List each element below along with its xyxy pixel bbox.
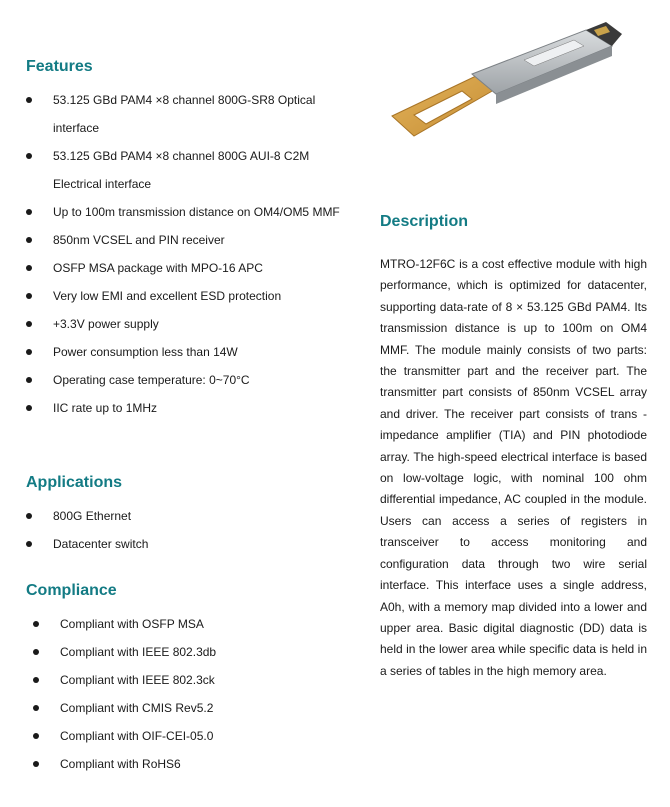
bullet-icon [26, 377, 32, 383]
bullet-icon [26, 293, 32, 299]
applications-heading: Applications [26, 474, 123, 491]
list-item-text: IIC rate up to 1MHz [53, 401, 158, 415]
list-item [26, 86, 346, 142]
features-list [26, 86, 346, 422]
list-item-text: Operating case temperature: 0~70°C [53, 373, 250, 387]
product-image [384, 18, 624, 148]
list-item [26, 310, 346, 338]
bullet-icon [26, 209, 32, 215]
bullet-icon [26, 321, 32, 327]
list-item [26, 198, 346, 226]
features-heading: Features [26, 58, 93, 75]
list-item [26, 530, 326, 558]
bullet-icon [33, 733, 39, 739]
bullet-icon [26, 265, 32, 271]
list-item-text: Compliant with CMIS Rev5.2 [60, 701, 214, 715]
list-item-text: Compliant with IEEE 802.3db [60, 645, 217, 659]
list-item-text: Compliant with RoHS6 [60, 757, 181, 771]
list-item-text: +3.3V power supply [53, 317, 159, 331]
list-item-text: Datacenter switch [53, 537, 149, 551]
compliance-heading: Compliance [26, 582, 117, 599]
compliance-list [33, 610, 333, 778]
list-item [26, 254, 346, 282]
applications-list [26, 502, 326, 558]
list-item [26, 338, 346, 366]
bullet-icon [33, 649, 39, 655]
bullet-icon [26, 541, 32, 547]
list-item-text: 800G Ethernet [53, 509, 132, 523]
list-item-text: Very low EMI and excellent ESD protection [53, 289, 282, 303]
list-item-text: Up to 100m transmission distance on OM4/OM5 MMF [53, 205, 340, 219]
list-item [26, 394, 346, 422]
bullet-icon [26, 97, 32, 103]
list-item-text: 53.125 GBd PAM4 ×8 channel 800G AUI-8 C2M Electrical interface [53, 149, 310, 191]
bullet-icon [26, 237, 32, 243]
list-item [26, 226, 346, 254]
list-item [33, 638, 333, 666]
list-item [26, 282, 346, 310]
bullet-icon [33, 761, 39, 767]
list-item [33, 722, 333, 750]
list-item-text: 53.125 GBd PAM4 ×8 channel 800G-SR8 Optical interface [53, 93, 316, 135]
list-item-text: Compliant with OSFP MSA [60, 617, 204, 631]
list-item-text: OSFP MSA package with MPO-16 APC [53, 261, 263, 275]
bullet-icon [26, 513, 32, 519]
list-item [33, 610, 333, 638]
list-item [33, 666, 333, 694]
list-item-text: Compliant with OIF-CEI-05.0 [60, 729, 214, 743]
bullet-icon [26, 349, 32, 355]
bullet-icon [33, 705, 39, 711]
list-item-text: Compliant with IEEE 802.3ck [60, 673, 215, 687]
list-item [33, 694, 333, 722]
list-item [26, 142, 346, 198]
description-heading: Description [380, 213, 469, 230]
list-item-text: Power consumption less than 14W [53, 345, 238, 359]
bullet-icon [26, 405, 32, 411]
list-item-text: 850nm VCSEL and PIN receiver [53, 233, 225, 247]
list-item [26, 502, 326, 530]
bullet-icon [33, 677, 39, 683]
list-item [33, 750, 333, 778]
list-item [26, 366, 346, 394]
bullet-icon [26, 153, 32, 159]
bullet-icon [33, 621, 39, 627]
description-text: MTRO-12F6C is a cost effective module with high performance, which is optimized for datacenter, supporting data-rate of 8 × 53.125 GBd PAM4. Its transmission distance is up to 100m on OM4 MMF. The module mainly consists of two parts: the transmitter part and the receiver part. The transmitter part consists of 850nm VCSEL array and driver. The receiver part consists of trans -impedance amplifier (TIA) and PIN photodiode array. The high-speed electrical interface is based on low-voltage logic, with nominal 100 ohm differential impedance, AC coupled in the module. Users can access a series of registers in transceiver to access monitoring and configuration data through two wire serial interface. This interface uses a single address, A0h, with a memory map divided into a lower and upper area. Basic digital diagnostic (DD) data is held in the lower area while specific data is held in a series of tables in the high memory area. [380, 257, 647, 678]
